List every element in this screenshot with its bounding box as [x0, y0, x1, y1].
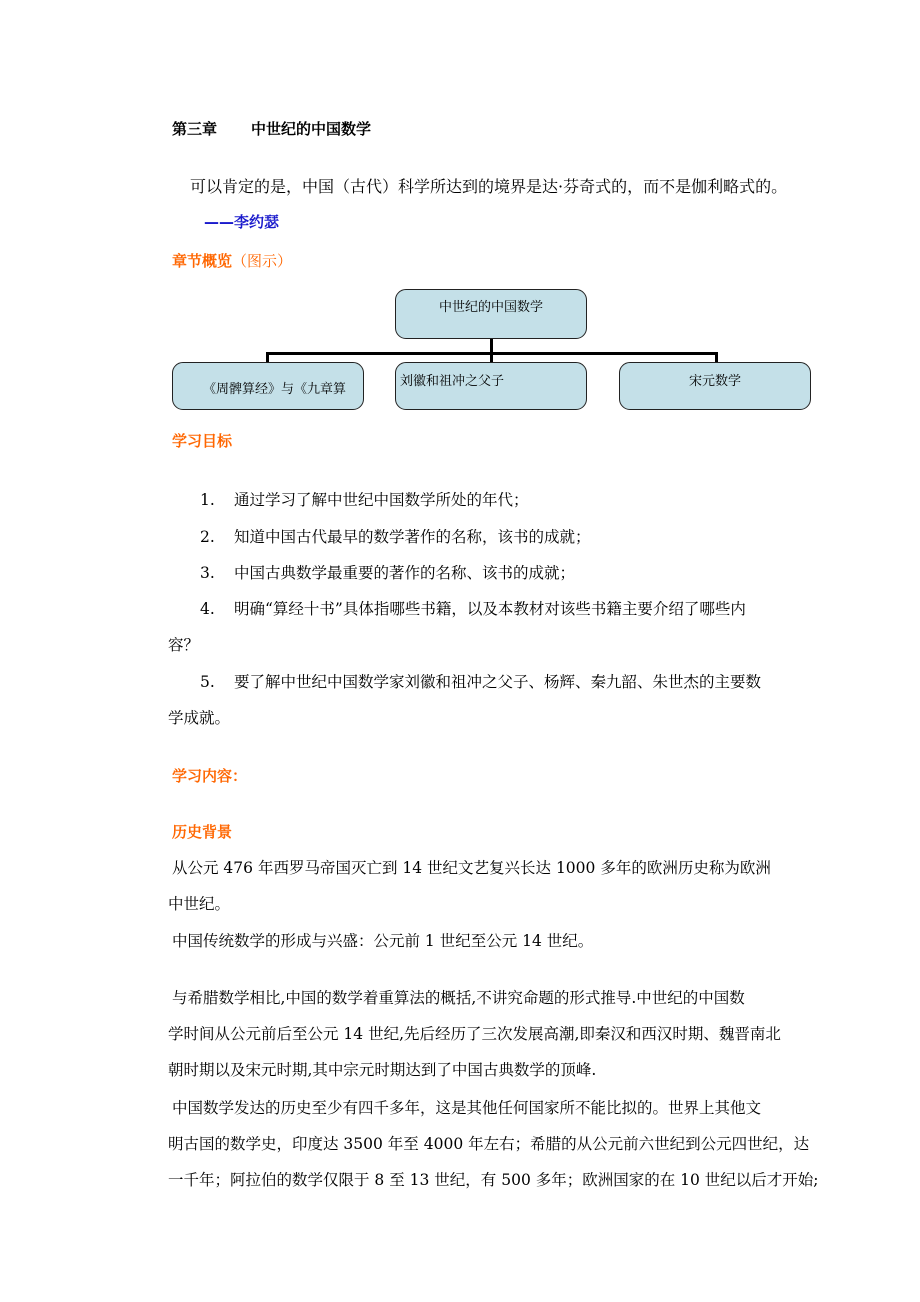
paragraph-3-line-3: 朝时期以及宋元时期,其中宗元时期达到了中国古典数学的顶峰. [168, 1061, 597, 1079]
overview-heading-note: （图示） [232, 252, 293, 270]
chapter-label: 第三章 [172, 120, 218, 138]
goals-heading: 学习目标 [172, 432, 233, 450]
diagram-node-songyuan: 宋元数学 [619, 362, 811, 410]
goal-item-2: 2. 知道中国古代最早的数学著作的名称，该书的成就； [200, 528, 591, 546]
diagram-connector-middle [490, 352, 493, 362]
overview-heading-text: 章节概览 [172, 252, 233, 270]
goal-item-5-cont: 学成就。 [168, 709, 231, 727]
epigraph-author: ——李约瑟 [204, 213, 280, 231]
paragraph-4-line-1: 中国数学发达的历史至少有四千多年，这是其他任何国家所不能比拟的。世界上其他文 [172, 1099, 762, 1117]
content-heading: 学习内容： [172, 767, 248, 785]
goal-item-4: 4. 明确“算经十书”具体指哪些书籍，以及本教材对该些书籍主要介绍了哪些内 [200, 600, 746, 618]
goal-item-5: 5. 要了解中世纪中国数学家刘徽和祖冲之父子、杨辉、秦九韶、朱世杰的主要数 [200, 673, 762, 691]
paragraph-1-line-2: 中世纪。 [168, 895, 231, 913]
history-heading: 历史背景 [172, 823, 233, 841]
goal-item-4-cont: 容？ [168, 636, 200, 654]
diagram-node-zhoubi: 《周髀算经》与《九章算 [172, 362, 364, 410]
diagram-node-liuhui: 刘徽和祖冲之父子 [395, 362, 587, 410]
paragraph-4-line-2: 明古国的数学史，印度达 3500 年至 4000 年左右；希腊的从公元前六世纪到公元四世纪，达 [168, 1135, 810, 1153]
diagram-connector-right [715, 352, 718, 362]
chapter-name: 中世纪的中国数学 [251, 120, 372, 138]
overview-heading [172, 250, 292, 271]
diagram-root-node: 中世纪的中国数学 [395, 289, 587, 339]
paragraph-2-line-1: 中国传统数学的形成与兴盛：公元前 1 世纪至公元 14 世纪。 [172, 932, 594, 950]
chapter-title [172, 118, 371, 139]
paragraph-1-line-1: 从公元 476 年西罗马帝国灭亡到 14 世纪文艺复兴长达 1000 多年的欧洲历史称为欧洲 [172, 859, 771, 877]
paragraph-3-line-1: 与希腊数学相比,中国的数学着重算法的概括,不讲究命题的形式推导.中世纪的中国数 [172, 989, 745, 1007]
goal-item-1: 1. 通过学习了解中世纪中国数学所处的年代； [200, 491, 529, 509]
goal-item-3: 3. 中国古典数学最重要的著作的名称、该书的成就； [200, 564, 576, 582]
diagram-connector-left [266, 352, 269, 362]
epigraph-quote: 可以肯定的是，中国（古代）科学所达到的境界是达·芬奇式的，而不是伽利略式的。 [190, 177, 788, 196]
paragraph-4-line-3: 一千年；阿拉伯的数学仅限于 8 至 13 世纪，有 500 多年；欧洲国家的在 10 世纪以后才开始; [168, 1171, 819, 1189]
paragraph-3-line-2: 学时间从公元前后至公元 14 世纪,先后经历了三次发展高潮,即秦汉和西汉时期、魏晋南北 [168, 1025, 781, 1043]
